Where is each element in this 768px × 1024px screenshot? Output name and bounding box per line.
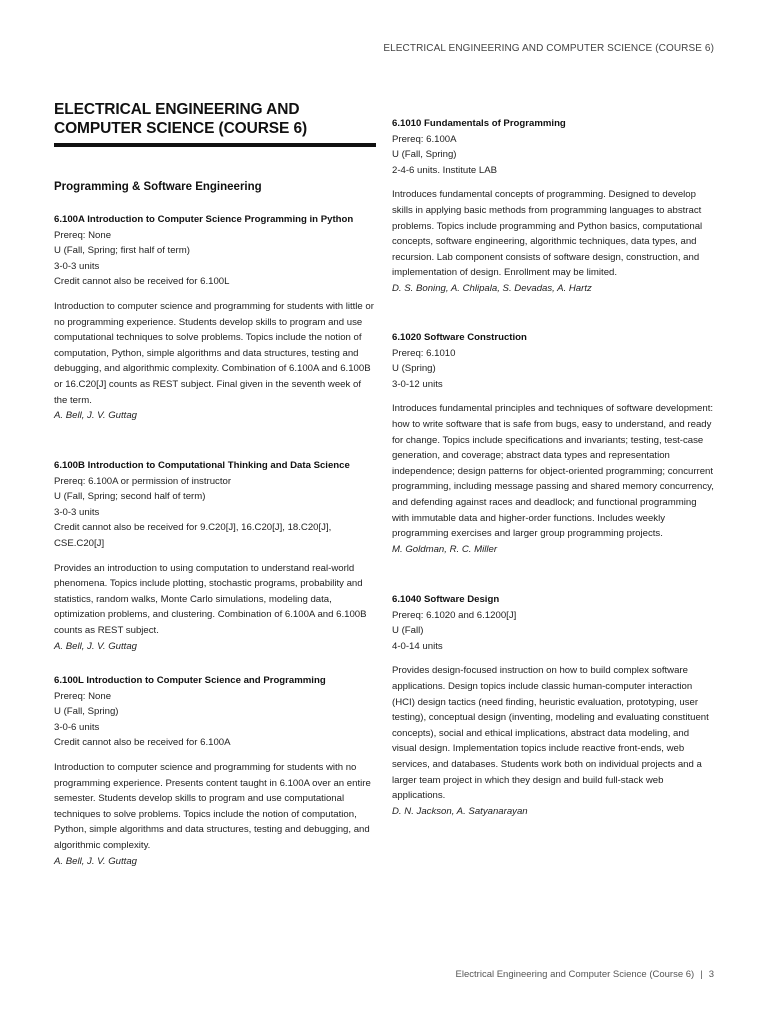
title-rule [54, 143, 376, 147]
course-instructors: M. Goldman, R. C. Miller [392, 543, 498, 555]
course-title: 6.100A Introduction to Computer Science Programming in Python [54, 214, 354, 225]
units-line: 2-4-6 units. Institute LAB [392, 164, 498, 176]
prereq-line: Prereq: None [54, 229, 112, 241]
footer-separator: | [700, 969, 703, 980]
units-line: 3-0-12 units [392, 378, 443, 390]
footer-text: Electrical Engineering and Computer Science (Course 6) [455, 969, 695, 980]
units-line: 4-0-14 units [392, 640, 443, 652]
units-line: 3-0-6 units [54, 721, 100, 733]
course-meta [54, 228, 376, 290]
course-entry-6-100a [54, 212, 376, 424]
course-entry-6-100l [54, 673, 376, 869]
prereq-line: Prereq: None [54, 690, 112, 702]
term-line: U (Fall, Spring) [54, 706, 119, 718]
course-meta [54, 689, 376, 751]
course-instructors: D. S. Boning, A. Chlipala, S. Devadas, A. Hartz [392, 282, 592, 294]
course-entry-6-1020 [392, 330, 716, 557]
course-title: 6.100B Introduction to Computational Thinking and Data Science [54, 460, 350, 471]
course-meta [392, 132, 716, 179]
term-line: U (Fall, Spring; first half of term) [54, 245, 190, 257]
term-line: U (Fall, Spring) [392, 149, 457, 161]
term-line: U (Spring) [392, 363, 436, 375]
course-meta [392, 346, 716, 393]
course-title: 6.1010 Fundamentals of Programming [392, 118, 566, 129]
course-title: 6.1040 Software Design [392, 594, 500, 605]
course-meta [392, 608, 716, 655]
credit-note: Credit cannot also be received for 6.100L [54, 276, 230, 288]
units-line: 3-0-3 units [54, 260, 100, 272]
credit-note-cont: CSE.C20[J] [54, 537, 105, 549]
course-title: 6.1020 Software Construction [392, 332, 527, 343]
units-line: 3-0-3 units [54, 506, 100, 518]
prereq-line: Prereq: 6.100A or permission of instructor [54, 475, 232, 487]
prereq-line: Prereq: 6.1010 [392, 347, 456, 359]
credit-note: Credit cannot also be received for 9.C20[J], 16.C20[J], 18.C20[J], [54, 522, 332, 534]
course-description: Introduces fundamental concepts of programming. Designed to develop skills in applying basic methods from programming languages to abstract problems. Topics include programming and Python basics, computational concepts, software engineering, algorithmic techniques, data types, and recursion. Lab component consists of software design, construction, and implementation of design. Enrollment may be limited. [392, 189, 703, 279]
course-description: Provides design-focused instruction on how to build complex software applications. Design topics include classic human-computer interaction (HCI) design tactics (need finding, heuristic evaluation, prototyping, user testing), conceptual design (inventing, modeling and evaluating constituent concepts), social and ethical implications, abstract data modeling, and visual design. Implementation topics include reactive front-ends, web services, and databases. Students work both on individual projects and a larger team project in which they design and build full-stack web applications. [392, 665, 709, 802]
page-footer [456, 969, 714, 980]
course-instructors: A. Bell, J. V. Guttag [54, 640, 138, 652]
course-entry-6-1010 [392, 116, 716, 297]
course-instructors: D. N. Jackson, A. Satyanarayan [392, 805, 528, 817]
course-description: Provides an introduction to using computation to understand real-world phenomena. Topics include plotting, stochastic programs, probability and statistics, random walks, Monte Carlo simulations, modeling data, optimization problems, and clustering. Combination of 6.100A and 6.100B counts as REST subject. [54, 562, 367, 636]
credit-note: Credit cannot also be received for 6.100A [54, 737, 231, 749]
term-line: U (Fall, Spring; second half of term) [54, 491, 206, 503]
page-title: ELECTRICAL ENGINEERING AND COMPUTER SCIENCE (COURSE 6) [54, 101, 308, 137]
section-heading: Programming & Software Engineering [54, 181, 262, 193]
course-meta [54, 474, 376, 552]
page-number: 3 [708, 969, 714, 980]
course-entry-6-100b [54, 458, 376, 654]
term-line: U (Fall) [392, 625, 424, 637]
course-title: 6.100L Introduction to Computer Science and Programming [54, 675, 326, 686]
course-description: Introduction to computer science and programming for students with no programming experience. Presents content taught in 6.100A over an entire semester. Students develop skills to program and use computational techniques to solve problems. Topics include the notion of computation, Python, simple algorithms and data structures, testing and debugging, and algorithmic complexity. [54, 761, 371, 851]
prereq-line: Prereq: 6.100A [392, 133, 457, 145]
course-description: Introduces fundamental principles and techniques of software development: how to write software that is safe from bugs, easy to understand, and ready for change. Topics include specifications and invariants; testing, test-case generation, and coverage; abstract data types and representation independence; design patterns for object-oriented programming; concurrent programming, including message passing and shared memory concurrency, and defending against races and deadlock; and functional programming with immutable data and higher-order functions. Includes weekly programming exercises and larger group programming projects. [392, 403, 714, 540]
course-description: Introduction to computer science and programming for students with little or no programming experience. Students develop skills to program and use computational techniques to solve problems. Topics include the notion of computation, Python, simple algorithms and data structures, testing and debugging, and algorithmic complexity. Combination of 6.100A and 6.100B or 16.C20[J] counts as REST subject. Final given in the seventh week of the term. [54, 300, 374, 406]
course-instructors: A. Bell, J. V. Guttag [54, 855, 138, 867]
course-instructors: A. Bell, J. V. Guttag [54, 410, 138, 422]
course-entry-6-1040 [392, 592, 716, 819]
running-head: ELECTRICAL ENGINEERING AND COMPUTER SCIENCE (COURSE 6) [383, 43, 714, 54]
prereq-line: Prereq: 6.1020 and 6.1200[J] [392, 609, 517, 621]
